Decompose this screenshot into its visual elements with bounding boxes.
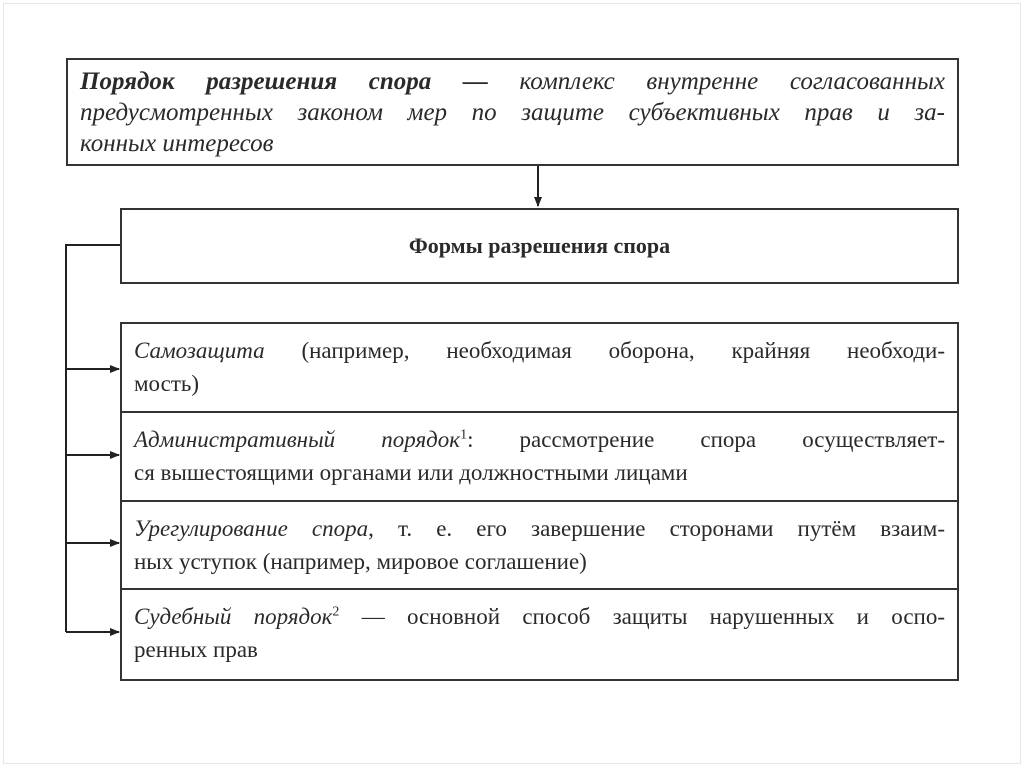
list-item xyxy=(122,324,957,413)
item-text: : рассмотрение спора осуществляет- xyxy=(467,426,945,452)
item-lead: Самозащита xyxy=(134,338,265,363)
item-text-line2: ных уступок (например, мировое соглашение) xyxy=(134,548,587,574)
forms-title: Формы разрешения спора xyxy=(408,233,671,258)
forms-title-box xyxy=(120,208,959,284)
list-item xyxy=(122,590,957,679)
item-text-line2: мость) xyxy=(134,371,200,396)
footnote-ref: 1 xyxy=(460,427,468,443)
list-item xyxy=(122,413,957,502)
definition-line-2: предусмотренных законом мер по защите субъективных прав и за- xyxy=(80,99,945,126)
definition-line-3: конных интересов xyxy=(80,130,274,157)
branch-line xyxy=(66,245,120,632)
item-text-line2: ренных прав xyxy=(134,637,258,663)
definition-line-1 xyxy=(80,66,945,97)
footnote-ref: 2 xyxy=(332,604,340,620)
item-text: (например, необходимая оборона, крайняя необходи- xyxy=(264,338,945,363)
definition-term: Порядок разрешения спора — xyxy=(80,68,488,95)
item-text-line2: ся вышестоящими органами или должностными лицами xyxy=(134,459,688,485)
item-lead: Урегулирование спора xyxy=(134,515,369,541)
item-lead: Административный порядок xyxy=(134,426,461,452)
item-text: , т. е. его завершение сторонами путём взаим- xyxy=(368,515,945,541)
item-lead: Судебный порядок xyxy=(134,604,333,630)
definition-text: комплекс внутренне согласованных xyxy=(519,68,946,95)
forms-list xyxy=(120,322,959,681)
list-item xyxy=(122,502,957,591)
definition-box xyxy=(66,58,959,166)
item-text: — основной способ защиты нарушенных и оспо- xyxy=(339,604,945,630)
